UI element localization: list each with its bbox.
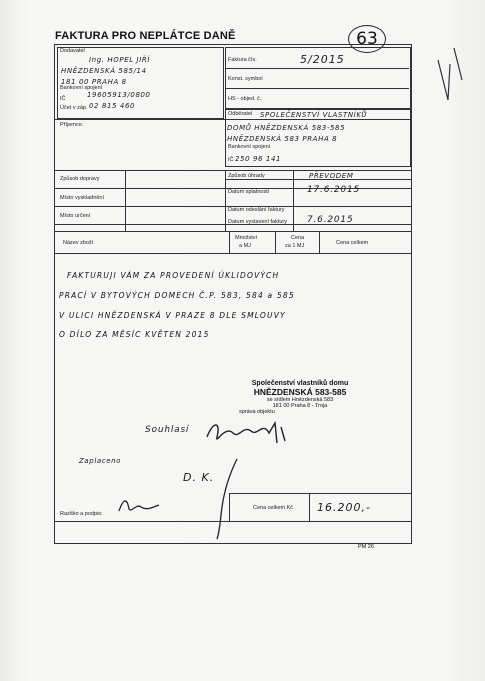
payment-method-value: PŘEVODEM	[309, 172, 354, 180]
buyer-bank-label: Bankovní spojení	[228, 144, 271, 150]
invoice-number-label: Faktura čís.	[228, 57, 257, 63]
buyer-stamp	[235, 380, 365, 415]
stamp-line-1: Společenství vlastníků domu	[251, 380, 349, 387]
consent-note: Souhlasí	[145, 425, 190, 435]
buyer-line2: DOMŮ HNĚZDENSKÁ 583-585	[227, 124, 346, 132]
divider	[229, 493, 411, 494]
stamp-line-4: 181 00 Praha 8 - Troja	[272, 403, 328, 409]
stamp-line-3: se sídlem Hnězdenská 583	[266, 397, 334, 403]
form-title: FAKTURA PRO NEPLÁTCE DANĚ	[55, 30, 236, 42]
invoice-form	[54, 44, 412, 544]
unit-price-subheader: za 1 MJ	[285, 243, 305, 249]
total-price-header: Cena celkem	[336, 240, 369, 246]
supplier-name: Ing. HOPEL JIŘÍ	[89, 56, 150, 64]
divider	[229, 493, 230, 521]
buyer-ic-value: 250 96 141	[235, 155, 282, 163]
sent-date-label: Datum odeslání faktury	[228, 207, 285, 213]
initials-note: D. K.	[183, 471, 215, 484]
supplier-account-value: 02 815 460	[89, 102, 136, 110]
divider	[125, 170, 126, 231]
supplier-account-label: Účet v záp.	[60, 105, 88, 111]
supplier-bank-label: Bankovní spojení	[60, 85, 103, 91]
divider	[55, 253, 411, 254]
divider	[275, 231, 276, 253]
buyer-line1: SPOLEČENSTVÍ VLASTNÍKŮ	[260, 111, 368, 119]
footer-signature	[117, 493, 161, 515]
const-symbol-label: Konst. symbol	[228, 76, 263, 82]
unit-price-header: Cena	[291, 235, 305, 241]
due-date-label: Datum splatnosti	[228, 189, 269, 195]
delivery-method-label: Způsob dopravy	[60, 176, 100, 182]
buyer-label: Odběratel	[228, 111, 253, 117]
supplier-label: Dodavatel	[60, 48, 85, 54]
destination-label: Místo určení	[60, 213, 91, 219]
body-line-3: V ULICI HNĚZDENSKÁ V PRAZE 8 DLE SMLOUVY	[59, 311, 286, 320]
stamp-line-5: správa objektu	[239, 409, 275, 415]
issue-date-label: Datum vystavení faktury	[228, 219, 287, 225]
divider	[55, 521, 411, 522]
circled-page-number: 63	[348, 25, 386, 53]
paid-note: Zaplaceno	[79, 457, 122, 465]
supplier-ic-label: IČ	[60, 96, 66, 102]
total-price-value: 16.200,-	[317, 501, 371, 514]
divider	[319, 231, 320, 253]
invoice-number-value: 5/2015	[300, 53, 345, 66]
divider	[55, 231, 411, 232]
stamp-line-2: HNĚZDENSKÁ 583-585	[253, 387, 347, 397]
supplier-ic-value: 19605913/0800	[87, 91, 151, 99]
due-date-value: 17.6.2015	[307, 185, 361, 195]
body-line-1: FAKTURUJI VÁM ZA PROVEDENÍ ÚKLIDOVÝCH	[67, 271, 280, 280]
unit-header: a MJ	[239, 243, 251, 249]
signature-stroke	[213, 455, 243, 541]
body-line-4: O DÍLO ZA MĚSÍC KVĚTEN 2015	[59, 330, 210, 339]
signature-label: Razítko a podpis:	[60, 511, 103, 517]
buyer-line3: HNĚZDENSKÁ 583 PRAHA 8	[227, 135, 338, 143]
divider	[225, 179, 411, 180]
divider	[225, 68, 409, 69]
buyer-ic-label: IČ	[228, 157, 234, 163]
body-line-2: PRACÍ V BYTOVÝCH DOMECH Č.P. 583, 584 a 585	[59, 291, 295, 300]
handwritten-corner-mark	[432, 40, 472, 110]
supplier-street: HNĚZDENSKÁ 585/14	[61, 67, 147, 75]
divider	[309, 493, 310, 521]
form-code: PM 26	[358, 544, 374, 550]
divider	[55, 170, 411, 171]
item-name-header: Název zboží	[63, 240, 94, 246]
dispatch-place-label: Místo vyskladnění	[60, 195, 105, 201]
consent-signature	[203, 415, 293, 449]
hs-order-label: HS - objed. č.	[228, 96, 262, 102]
divider	[229, 231, 230, 253]
divider	[225, 88, 409, 89]
total-price-label: Cena celkem Kč	[253, 505, 294, 511]
quantity-header: Množství	[235, 235, 258, 241]
issue-date-value: 7.6.2015	[307, 215, 354, 225]
payment-method-label: Způsob úhrady	[228, 173, 265, 179]
recipient-label: Příjemce:	[60, 122, 84, 128]
supplier-city: 181 00 PRAHA 8	[61, 78, 127, 86]
